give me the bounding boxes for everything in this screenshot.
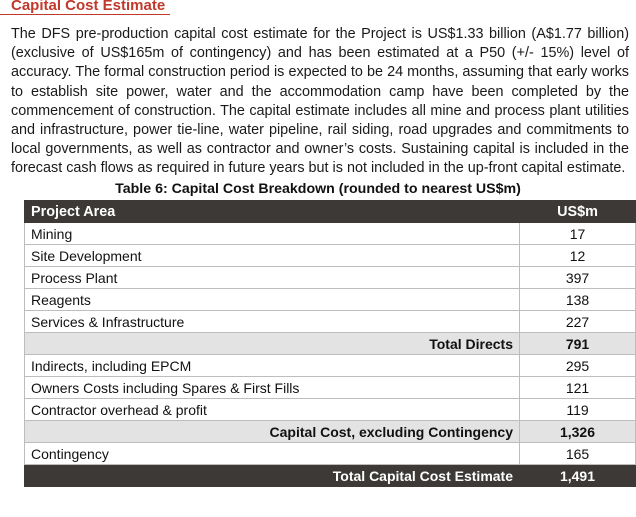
table-row	[25, 355, 636, 377]
row-label: Contractor overhead & profit	[25, 399, 520, 421]
row-value: 227	[520, 311, 636, 333]
table-row	[25, 399, 636, 421]
grand-total-row	[25, 465, 636, 487]
row-label: Services & Infrastructure	[25, 311, 520, 333]
grand-total-value: 1,491	[520, 465, 636, 487]
row-value: 12	[520, 245, 636, 267]
row-label: Site Development	[25, 245, 520, 267]
row-label: Mining	[25, 223, 520, 245]
subtotal-label: Capital Cost, excluding Contingency	[25, 421, 520, 443]
table-row	[25, 267, 636, 289]
row-value: 295	[520, 355, 636, 377]
section-title: Capital Cost Estimate	[11, 0, 166, 14]
table-row	[25, 223, 636, 245]
row-label: Reagents	[25, 289, 520, 311]
subtotal-value: 1,326	[520, 421, 636, 443]
row-value: 17	[520, 223, 636, 245]
body-paragraph: The DFS pre-production capital cost estimate for the Project is US$1.33 billion (A$1.77 billion) (exclusive of US$165m of contingency) and has been estimated at a P50 (+/- 15%) level of accuracy. The formal construction period is expected to be 24 months, assuming that early works to establish site power, water and the accommodation camp have been completed by the commencement of construction. The capital estimate includes all mine and process plant utilities and infrastructure, power tie-line, water pipeline, rail siding, road upgrades and commitments to local governments, as well as contractor and owner’s costs. Sustaining capital is included in the forecast cash flows as required in future years but is not included in the up-front capital estimate.	[11, 26, 629, 177]
row-label: Contingency	[25, 443, 520, 465]
capital-cost-table	[24, 200, 636, 487]
table-row	[25, 377, 636, 399]
subtotal-label: Total Directs	[25, 333, 520, 355]
subtotal-row-total-directs	[25, 333, 636, 355]
grand-total-label: Total Capital Cost Estimate	[25, 465, 520, 487]
header-usd-m: US$m	[520, 201, 636, 223]
header-project-area: Project Area	[25, 201, 520, 223]
table-caption: Table 6: Capital Cost Breakdown (rounded to nearest US$m)	[115, 181, 521, 197]
title-underline	[0, 14, 170, 15]
table-row	[25, 245, 636, 267]
table-header-row	[25, 201, 636, 223]
table-row	[25, 289, 636, 311]
row-value: 397	[520, 267, 636, 289]
row-value: 121	[520, 377, 636, 399]
subtotal-value: 791	[520, 333, 636, 355]
row-label: Owners Costs including Spares & First Fills	[25, 377, 520, 399]
subtotal-row-capital-cost	[25, 421, 636, 443]
table-row	[25, 311, 636, 333]
row-label: Process Plant	[25, 267, 520, 289]
row-value: 165	[520, 443, 636, 465]
row-value: 138	[520, 289, 636, 311]
row-label: Indirects, including EPCM	[25, 355, 520, 377]
row-value: 119	[520, 399, 636, 421]
table-row	[25, 443, 636, 465]
